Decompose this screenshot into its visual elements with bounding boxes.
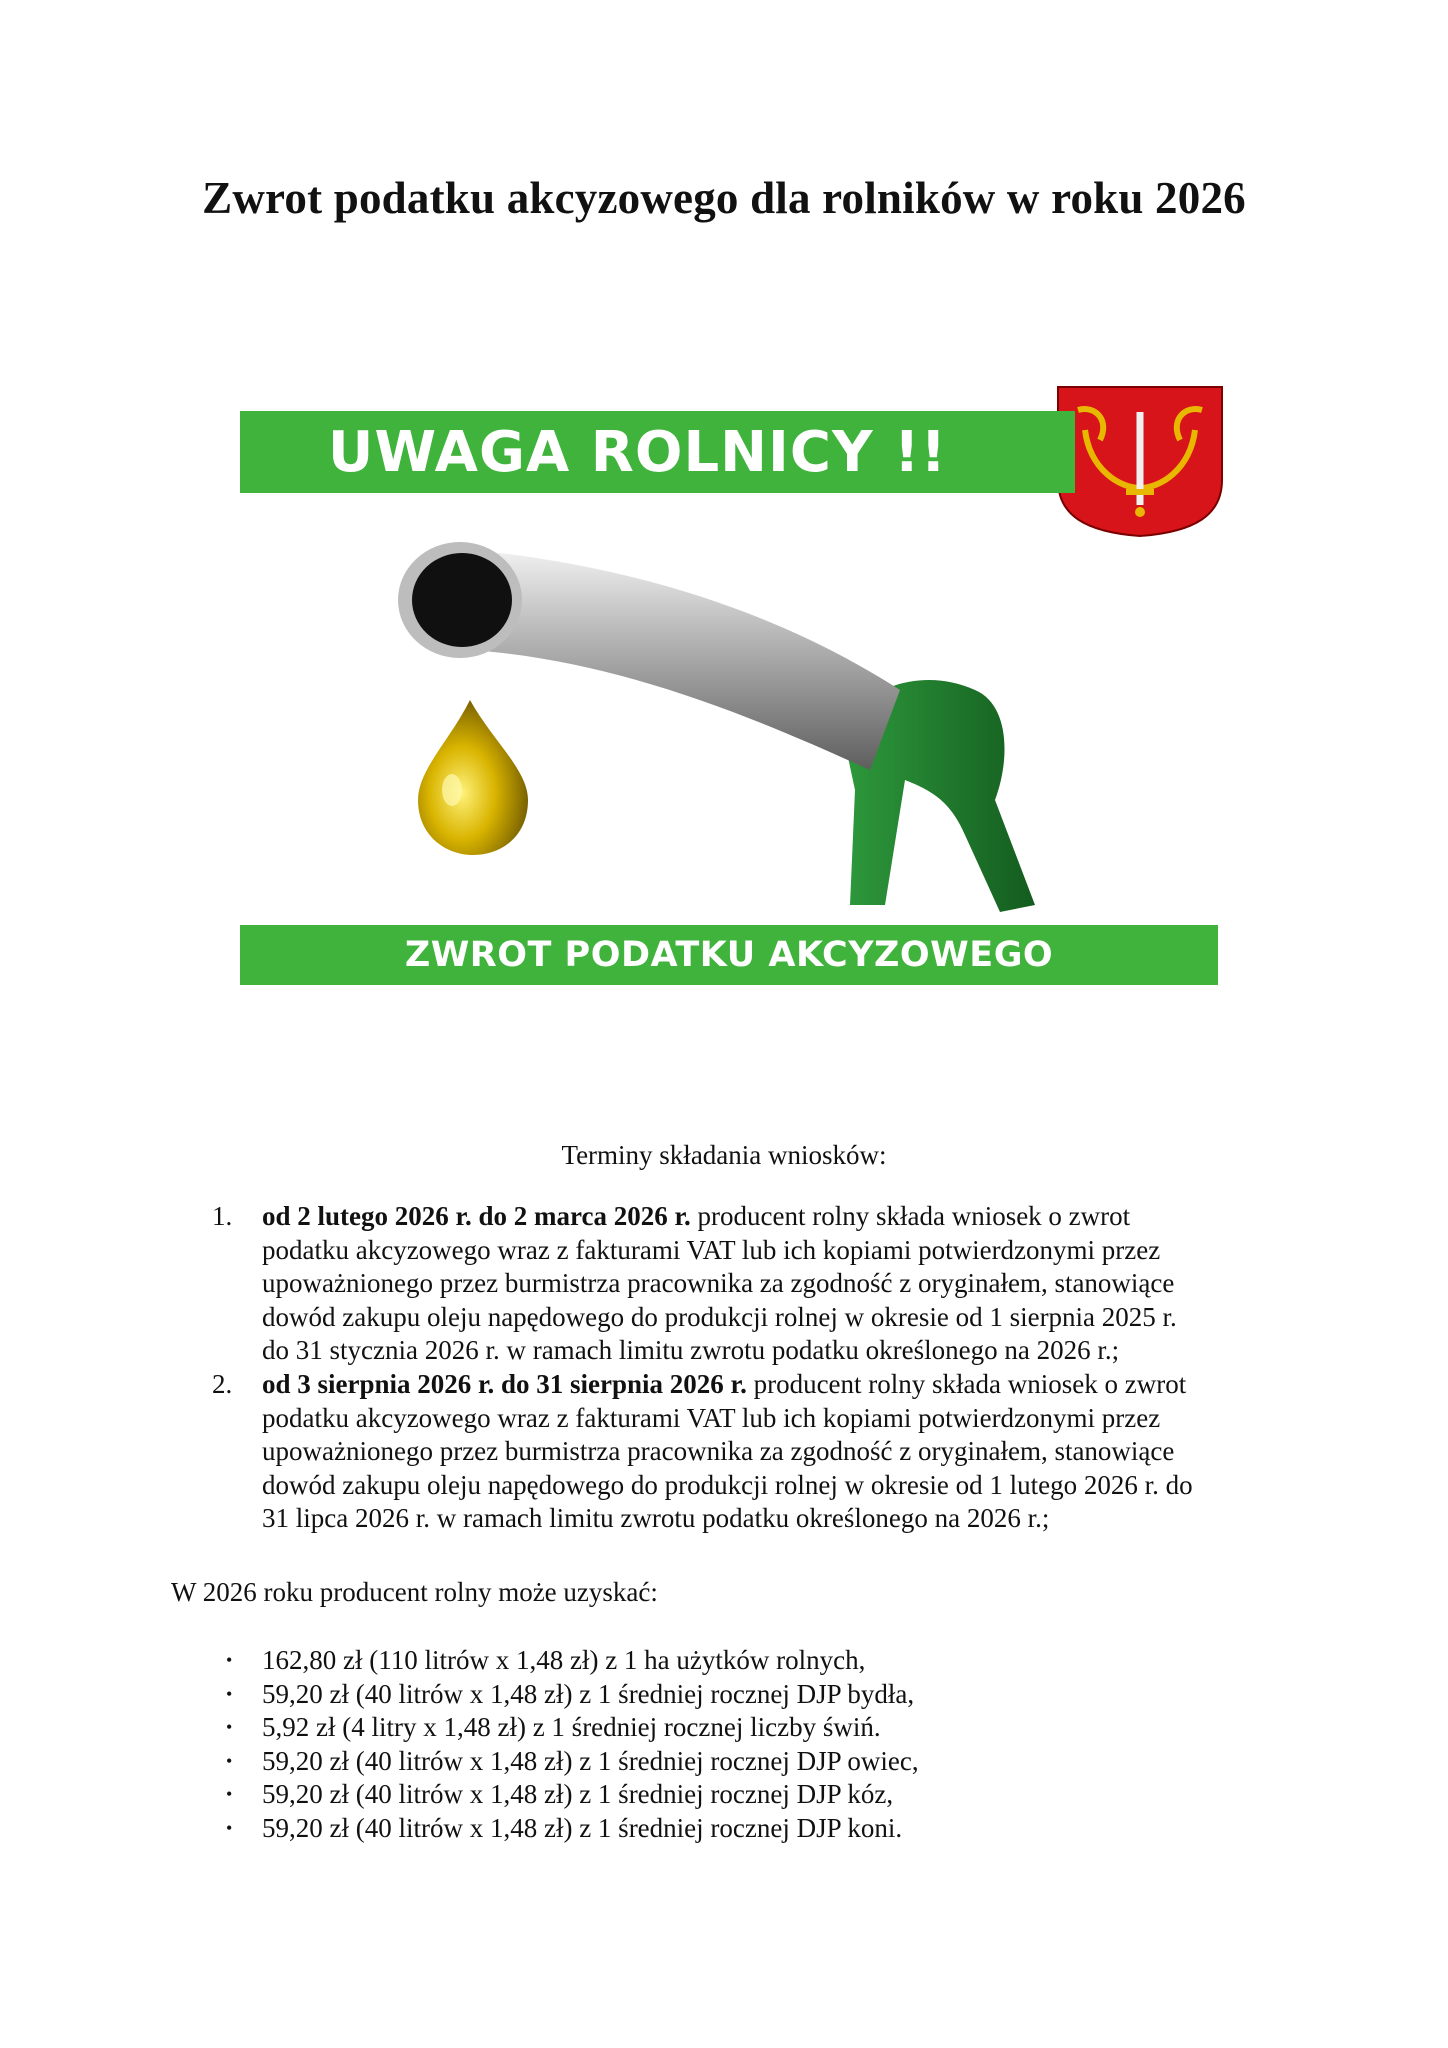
deadline-text-line: producent rolny składa wniosek o zwrot <box>690 1201 1131 1231</box>
bullet-icon: • <box>226 1717 233 1738</box>
bullet-icon: • <box>226 1650 233 1670</box>
bullet-icon: • <box>226 1784 233 1805</box>
list-item <box>212 1678 1282 1712</box>
deadline-dates: od 2 lutego 2026 r. do 2 marca 2026 r. <box>262 1201 691 1231</box>
list-item <box>212 1812 1282 1846</box>
amount-text: 59,20 zł (40 litrów x 1,48 zł) z 1 średniej rocznej DJP bydła, <box>262 1678 915 1709</box>
page-title: Zwrot podatku akcyzowego dla rolników w roku 2026 <box>202 173 1246 223</box>
deadline-text-line: do 31 stycznia 2026 r. w ramach limitu zwrotu podatku określonego na 2026 r.; <box>262 1335 1120 1366</box>
deadline-text-line: upoważnionego przez burmistrza pracownika za zgodność z oryginałem, stanowiące <box>262 1268 1175 1299</box>
deadline-text-line: producent rolny składa wniosek o zwrot <box>746 1368 1187 1399</box>
list-item <box>212 1778 1282 1812</box>
deadline-text-line: 31 lipca 2026 r. w ramach limitu zwrotu podatku określonego na 2026 r.; <box>262 1503 1050 1534</box>
coat-of-arms-icon <box>1058 387 1222 536</box>
poster-artwork <box>0 0 1448 1000</box>
deadline-text-line: podatku akcyzowego wraz z fakturami VAT lub ich kopiami potwierdzonymi przez <box>262 1234 1161 1265</box>
list-item <box>212 1644 1282 1678</box>
amounts-list <box>212 1644 1282 1846</box>
amount-text: 162,80 zł (110 litrów x 1,48 zł) z 1 ha użytków rolnych, <box>262 1645 866 1675</box>
deadline-text-line: dowód zakupu oleju napędowego do produkcji rolnej w okresie od 1 lutego 2026 r. do <box>262 1469 1193 1500</box>
list-item <box>212 1711 1282 1745</box>
bullet-icon: • <box>226 1750 233 1771</box>
banner-bottom-label: ZWROT PODATKU AKCYZOWEGO <box>404 935 1054 975</box>
list-number: 1. <box>212 1201 233 1231</box>
deadline-text-line: dowód zakupu oleju napędowego do produkcji rolnej w okresie od 1 sierpnia 2025 r. <box>262 1301 1177 1332</box>
banner-uwaga-rolnicy: UWAGA ROLNICY !! <box>240 411 1075 493</box>
bullet-icon: • <box>226 1683 233 1704</box>
amount-text: 59,20 zł (40 litrów x 1,48 zł) z 1 średniej rocznej DJP koni. <box>262 1812 903 1843</box>
list-item <box>212 1745 1282 1779</box>
amount-text: 5,92 zł (4 litry x 1,48 zł) z 1 średniej rocznej liczby świń. <box>262 1712 881 1743</box>
list-number: 2. <box>212 1368 233 1399</box>
deadlines-list <box>212 1200 1282 1536</box>
deadline-item <box>212 1368 1282 1536</box>
deadline-dates: od 3 sierpnia 2026 r. do 31 sierpnia 2026 r. <box>262 1368 747 1399</box>
amounts-intro: W 2026 roku producent rolny może uzyskać: <box>171 1577 658 1607</box>
deadlines-heading: Terminy składania wniosków: <box>561 1140 887 1170</box>
amount-text: 59,20 zł (40 litrów x 1,48 zł) z 1 średniej rocznej DJP owiec, <box>262 1745 919 1776</box>
bullet-icon: • <box>226 1817 233 1838</box>
banner-zwrot-podatku <box>240 925 1218 985</box>
deadline-text-line: podatku akcyzowego wraz z fakturami VAT lub ich kopiami potwierdzonymi przez <box>262 1402 1161 1433</box>
poster <box>0 0 1448 1000</box>
deadline-text-line: upoważnionego przez burmistrza pracownika za zgodność z oryginałem, stanowiące <box>262 1436 1175 1467</box>
amount-text: 59,20 zł (40 litrów x 1,48 zł) z 1 średniej rocznej DJP kóz, <box>262 1779 894 1810</box>
deadline-item <box>212 1200 1282 1368</box>
oil-drop-icon <box>418 700 528 855</box>
